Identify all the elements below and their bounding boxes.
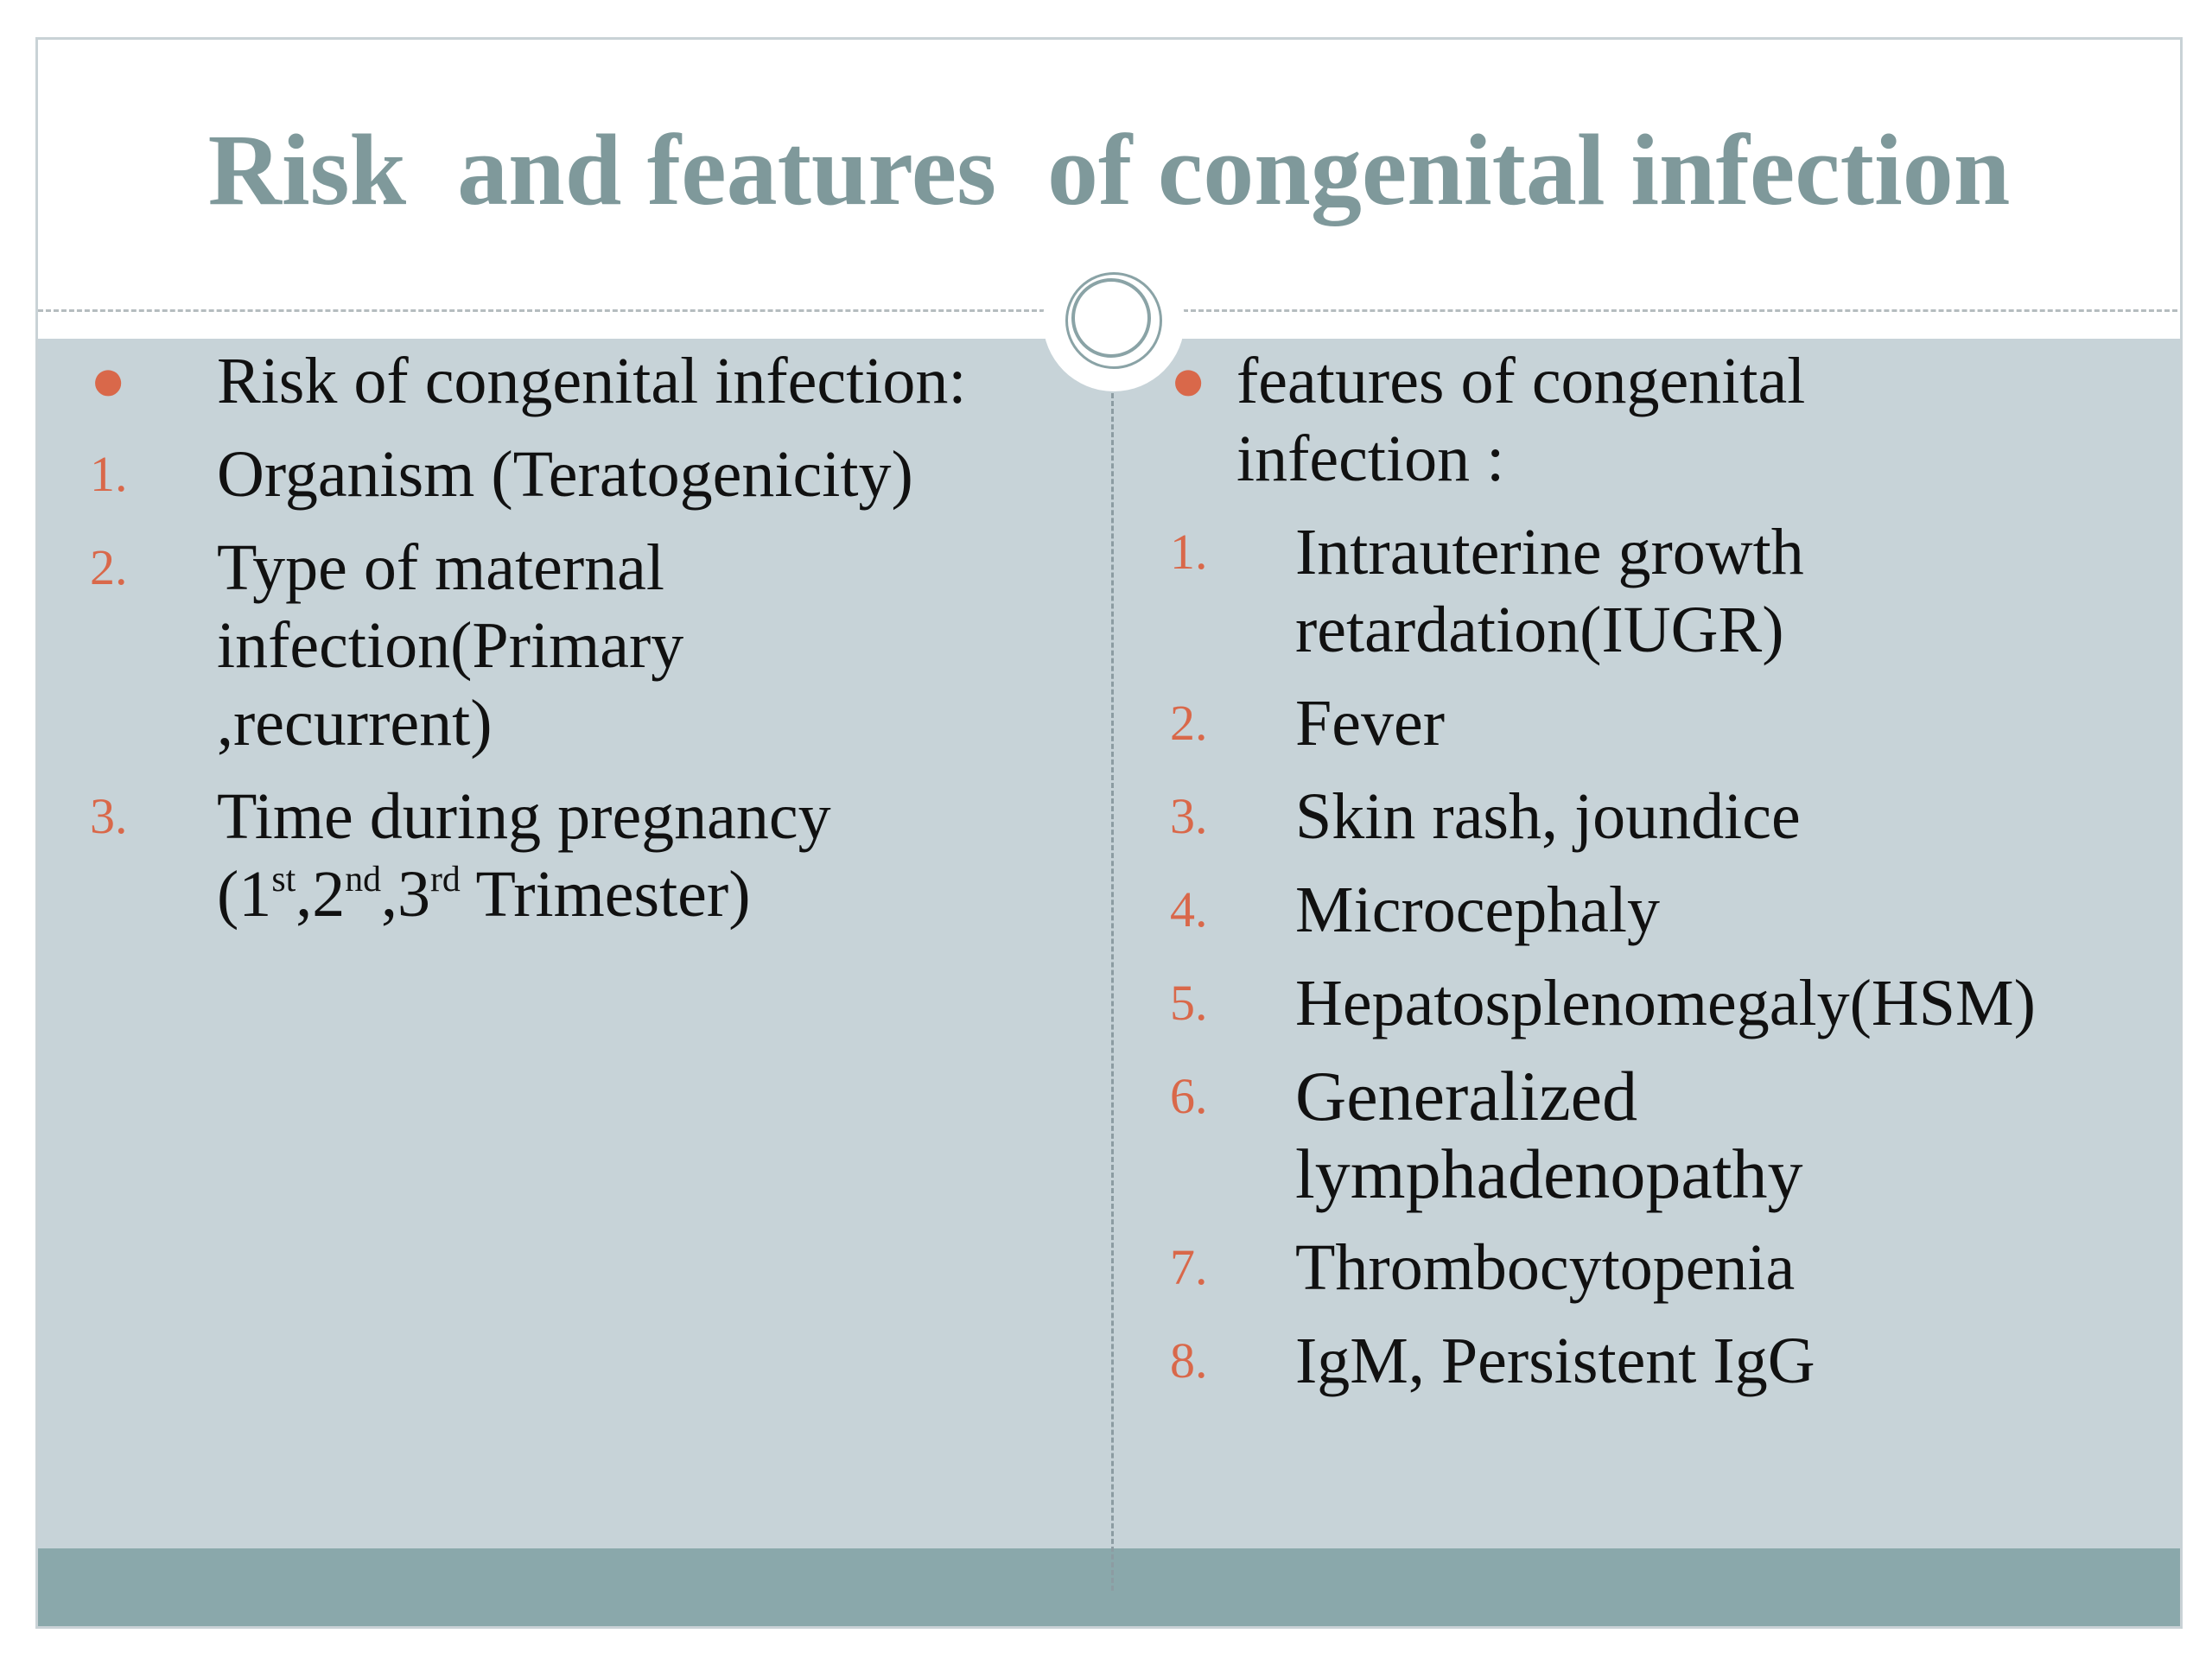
list-item [1170, 778, 2172, 855]
list-item [1170, 1058, 2172, 1213]
list-item-text: Microcephaly [1295, 874, 1661, 946]
list-number: 1. [1170, 524, 1208, 580]
list-item-text: Thrombocytopenia [1295, 1231, 1796, 1304]
list-number: 2. [90, 539, 128, 595]
list-item-text [217, 778, 831, 933]
list-item [1170, 871, 2172, 949]
column-divider [1111, 385, 1114, 1591]
list-item [1170, 964, 2172, 1042]
right-heading [1236, 342, 1805, 498]
list-item [1170, 684, 2172, 762]
trimester-rest: Trimester) [475, 858, 751, 931]
list-item-line: ,recurrent) [217, 687, 493, 760]
list-item-line: retardation(IUGR) [1295, 594, 1784, 666]
title-divider-right [1183, 309, 2183, 312]
slide [35, 37, 2183, 1629]
list-number: 7. [1170, 1239, 1208, 1295]
heading-line: features of congenital [1236, 345, 1806, 417]
list-item-line: Intrauterine growth [1295, 516, 1804, 588]
trimester-comma-2: ,2 [296, 858, 346, 931]
list-number: 3. [1170, 788, 1208, 844]
list-number: 5. [1170, 975, 1208, 1031]
list-item [1170, 1229, 2172, 1306]
list-item-line: infection(Primary [217, 609, 684, 682]
list-item-line: Type of maternal [217, 531, 665, 604]
list-item-text: IgM, Persistent IgG [1295, 1325, 1815, 1397]
list-number: 8. [1170, 1332, 1208, 1389]
right-heading-item [1170, 342, 2172, 498]
list-number: 4. [1170, 881, 1208, 938]
bullet-icon: ● [90, 347, 127, 414]
right-column [1170, 342, 2172, 1400]
list-item-text: Hepatosplenomegaly(HSM) [1295, 967, 2036, 1039]
list-item-line: Time during pregnancy [217, 780, 831, 853]
circle-ornament-icon [1043, 250, 1185, 391]
trimester-open: (1 [217, 858, 272, 931]
list-number: 6. [1170, 1068, 1208, 1124]
list-item-text [217, 529, 683, 762]
list-item-text: Organism (Teratogenicity) [217, 438, 913, 511]
heading-line: infection : [1236, 423, 1505, 495]
footer-bar [38, 1548, 2180, 1626]
list-number: 2. [1170, 695, 1208, 751]
list-item [90, 529, 1075, 762]
list-item-text: Skin rash, joundice [1295, 780, 1801, 853]
list-item-text [1295, 513, 1804, 669]
slide-title: Risk and features of congenital infection [207, 113, 2011, 226]
list-item-text [1295, 1058, 1803, 1213]
left-heading-item [90, 342, 1075, 420]
list-item [90, 435, 1075, 513]
ordinal-rd: rd [430, 859, 461, 899]
list-number: 3. [90, 788, 128, 844]
list-item-line: lymphadenopathy [1295, 1135, 1803, 1213]
list-item [90, 778, 1075, 933]
ornament-inner-ring [1071, 278, 1151, 358]
left-column [90, 342, 1075, 933]
title-divider-left [38, 309, 1045, 312]
list-item [1170, 1322, 2172, 1400]
trimester-comma-3: ,3 [381, 858, 430, 931]
bullet-icon: ● [1170, 347, 1207, 414]
list-item [1170, 513, 2172, 669]
list-number: 1. [90, 446, 128, 502]
ordinal-nd: nd [345, 859, 381, 899]
list-item-text: Fever [1295, 687, 1446, 760]
list-item-line: Generalized [1295, 1057, 1638, 1135]
left-heading: Risk of congenital infection: [217, 345, 967, 417]
ordinal-st: st [271, 859, 296, 899]
